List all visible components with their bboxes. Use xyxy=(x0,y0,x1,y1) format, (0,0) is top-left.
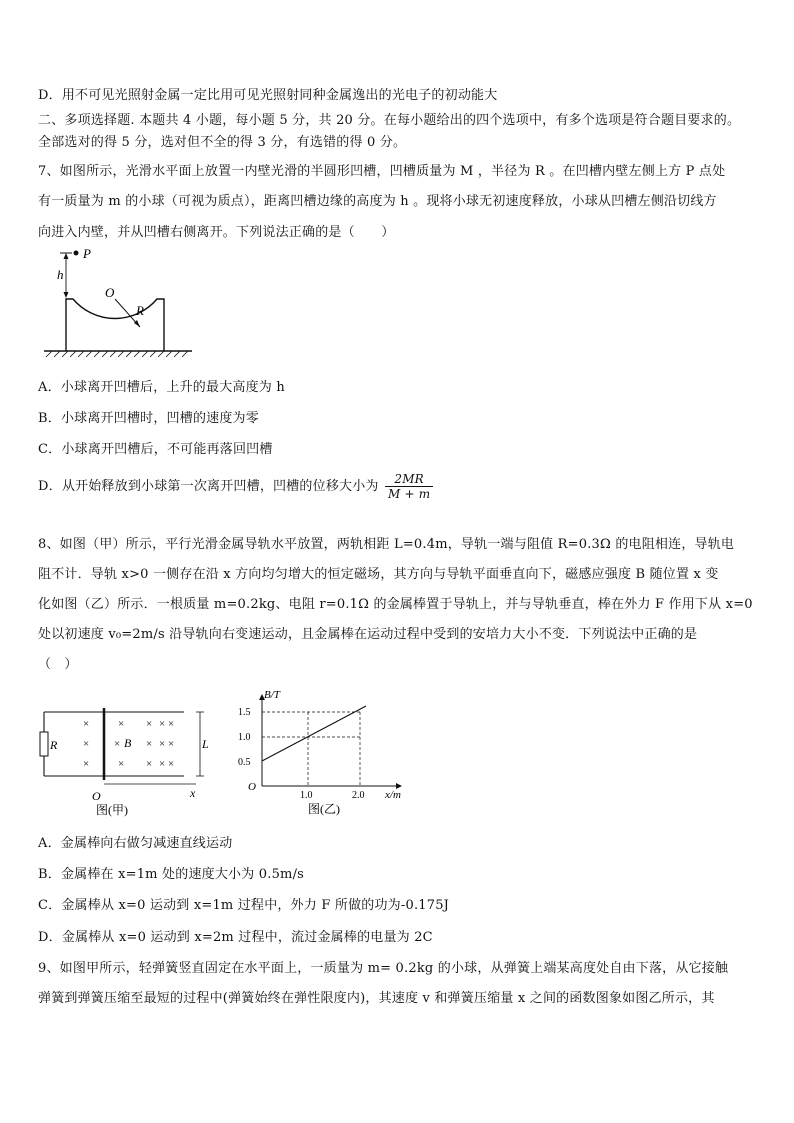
q7-stem-2: 有一质量为 m 的小球（可视为质点），距离凹槽边缘的高度为 h 。现将小球无初速度释放，小球从凹槽左侧沿切线方 xyxy=(38,194,717,209)
q8-stem-1: 8、如图（甲）所示，平行光滑金属导轨水平放置，两轨相距 L=0.4m，导轨一端与阻值 R=0.3Ω 的电阻相连，导轨电 xyxy=(38,537,735,552)
caption-fig-b: 图(乙) xyxy=(308,802,340,816)
label-B-field: B xyxy=(124,736,132,750)
q8-figure-a xyxy=(38,700,218,822)
fraction-numerator: 2MR xyxy=(385,472,433,487)
q8-option-a: A．金属棒向右做匀减速直线运动 xyxy=(38,836,233,851)
label-R: R xyxy=(136,303,144,318)
y-tick-1.0: 1.0 xyxy=(238,732,251,743)
q8-stem-5: （ ） xyxy=(38,657,78,672)
q7-stem-1: 7、如图所示，光滑水平面上放置一内壁光滑的半圆形凹槽，凹槽质量为 M ，半径为 R 。在凹槽内壁左侧上方 P 点处 xyxy=(38,164,726,179)
label-L: L xyxy=(202,737,209,751)
svg-text:×: × xyxy=(118,758,125,770)
label-P: P xyxy=(83,246,91,261)
q7-figure xyxy=(40,245,200,365)
q8-option-b: B．金属棒在 x=1m 处的速度大小为 0.5m/s xyxy=(38,867,305,882)
label-x-axis: x xyxy=(190,786,196,800)
q8-stem-4: 处以初速度 v₀=2m/s 沿导轨向右变速运动，且金属棒在运动过程中受到的安培力大小不变．下列说法中正确的是 xyxy=(38,627,698,642)
fraction-denominator: M + m xyxy=(387,487,431,501)
q9-stem-2: 弹簧到弹簧压缩至最短的过程中(弹簧始终在弹性限度内)，其速度 v 和弹簧压缩量 x 之间的函数图象如图乙所示，其 xyxy=(38,991,715,1006)
y-axis-label: B/T xyxy=(264,689,280,701)
svg-text:×: × xyxy=(83,738,90,750)
svg-text:×: × xyxy=(114,738,121,750)
label-R-resistor: R xyxy=(50,738,58,752)
q7-stem-3: 向进入内壁，并从凹槽右侧离开。下列说法正确的是（ ） xyxy=(38,225,395,240)
section-heading: 二、多项选择题. 本题共 4 小题，每小题 5 分，共 20 分。在每小题给出的四个选项中，有多个选项是符合题目要求的。 xyxy=(38,113,741,128)
q8-figure-b xyxy=(232,686,412,822)
q8-option-d: D．金属棒从 x=0 运动到 x=2m 过程中，流过金属棒的电量为 2C xyxy=(38,930,433,945)
label-h: h xyxy=(57,267,64,282)
svg-text:×: × xyxy=(83,718,90,730)
section-scoring: 全部选对的得 5 分，选对但不全的得 3 分，有选错的得 0 分。 xyxy=(38,135,407,150)
svg-text:×: × xyxy=(168,718,175,730)
svg-text:×: × xyxy=(159,738,166,750)
q7-option-d-fraction xyxy=(385,472,433,501)
svg-text:×: × xyxy=(146,758,153,770)
x-axis-label: x/m xyxy=(385,789,401,801)
q8-option-c: C．金属棒从 x=0 运动到 x=1m 过程中，外力 F 所做的功为-0.175J xyxy=(38,898,450,913)
svg-text:×: × xyxy=(83,758,90,770)
q7-option-b: B．小球离开凹槽时，凹槽的速度为零 xyxy=(38,411,259,426)
x-tick-1.0: 1.0 xyxy=(300,790,313,801)
y-tick-0.5: 0.5 xyxy=(238,757,251,768)
q9-stem-1: 9、如图甲所示，轻弹簧竖直固定在水平面上，一质量为 m= 0.2kg 的小球，从弹簧上端某高度处自由下落，从它接触 xyxy=(38,961,729,976)
label-O: O xyxy=(105,285,115,300)
q8-stem-2: 阻不计．导轨 x>0 一侧存在沿 x 方向均匀增大的恒定磁场，其方向与导轨平面垂直向下，磁感应强度 B 随位置 x 变 xyxy=(38,567,719,582)
svg-text:×: × xyxy=(168,758,175,770)
q7-option-a: A．小球离开凹槽后，上升的最大高度为 h xyxy=(38,380,285,395)
y-tick-1.5: 1.5 xyxy=(238,707,251,718)
q7-option-d-text: D．从开始释放到小球第一次离开凹槽，凹槽的位移大小为 xyxy=(38,479,379,494)
q7-option-c: C．小球离开凹槽后，不可能再落回凹槽 xyxy=(38,442,273,457)
x-tick-2.0: 2.0 xyxy=(352,790,365,801)
svg-text:×: × xyxy=(146,718,153,730)
svg-text:×: × xyxy=(159,758,166,770)
q7-option-d xyxy=(38,472,433,501)
q8-stem-3: 化如图（乙）所示．一根质量 m=0.2kg、电阻 r=0.1Ω 的金属棒置于导轨上，并与导轨垂直，棒在外力 F 作用下从 x=0 xyxy=(38,597,753,612)
caption-fig-a: 图(甲) xyxy=(96,803,128,817)
svg-text:×: × xyxy=(159,718,166,730)
svg-text:×: × xyxy=(118,718,125,730)
svg-text:×: × xyxy=(168,738,175,750)
origin-label: O xyxy=(248,781,256,793)
svg-text:×: × xyxy=(146,738,153,750)
b-vs-x-line xyxy=(262,706,366,761)
label-O-origin: O xyxy=(92,789,101,803)
line-option-d-prev: D．用不可见光照射金属一定比用可见光照射同种金属逸出的光电子的初动能大 xyxy=(38,88,498,103)
